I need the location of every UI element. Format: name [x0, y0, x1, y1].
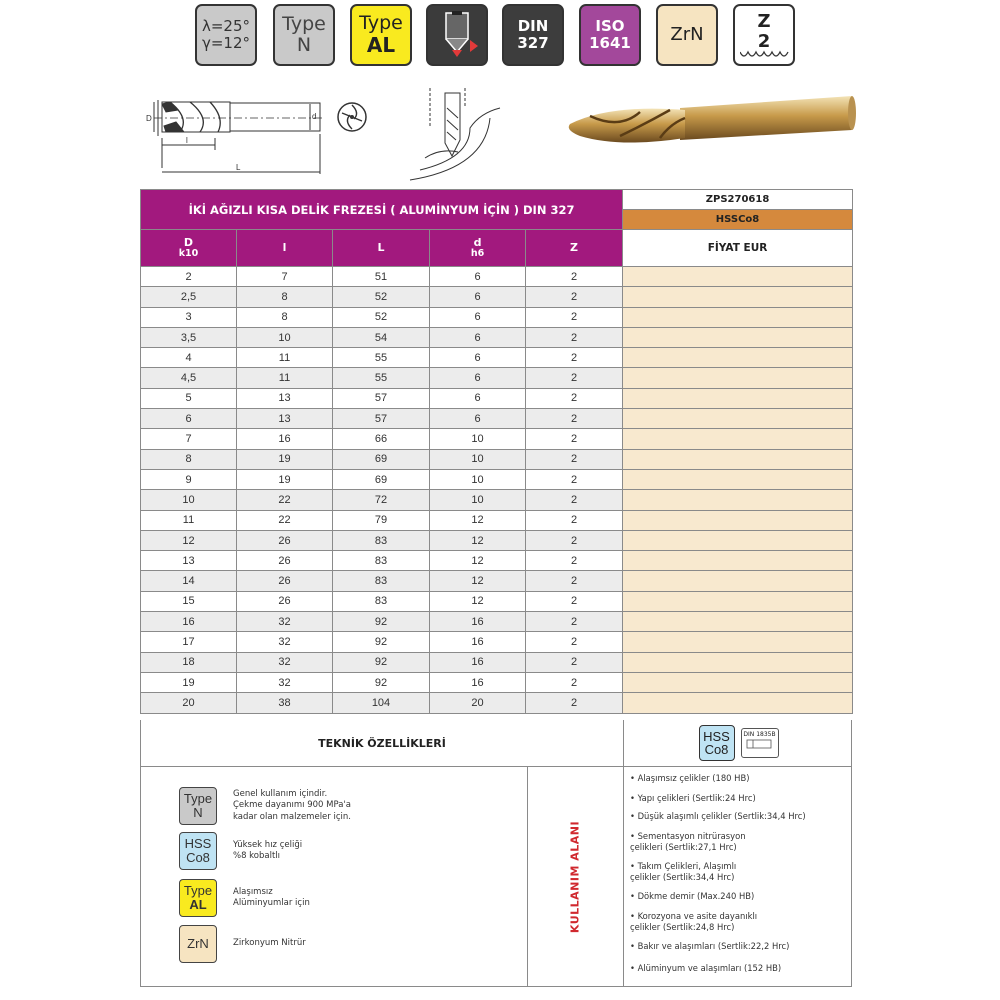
- legend-and-usage: [140, 767, 852, 987]
- table-cell: 54: [333, 327, 430, 347]
- table-cell: 6: [141, 409, 237, 429]
- table-cell: 8: [237, 307, 333, 327]
- type-al-label: Type: [359, 12, 403, 35]
- label-d: d: [312, 112, 317, 121]
- table-cell: 13: [237, 409, 333, 429]
- legend-text: Alaşımsız Alüminyumlar için: [233, 886, 310, 908]
- table-cell: 38: [237, 693, 333, 713]
- center-cutting-icon: [426, 4, 488, 66]
- table-cell: 52: [333, 287, 430, 307]
- table-cell: 92: [333, 652, 430, 672]
- table-cell: 72: [333, 490, 430, 510]
- table-row: [141, 449, 853, 469]
- table-cell: 2: [526, 368, 623, 388]
- usage-item: • Alaşımsız çelikler (180 HB): [630, 773, 750, 783]
- table-cell: 92: [333, 632, 430, 652]
- table-row: [141, 693, 853, 713]
- price-cell: [623, 652, 853, 672]
- table-cell: 20: [430, 693, 526, 713]
- table-cell: 10: [430, 429, 526, 449]
- header-L: L: [333, 230, 430, 267]
- table-row: [141, 551, 853, 571]
- table-cell: 16: [141, 612, 237, 632]
- table-cell: 2: [526, 591, 623, 611]
- price-cell: [623, 551, 853, 571]
- table-cell: 57: [333, 388, 430, 408]
- table-cell: 6: [430, 368, 526, 388]
- din-label: DIN: [517, 17, 549, 36]
- usage-item: • Bakır ve alaşımları (Sertlik:22,2 Hrc): [630, 941, 790, 951]
- technical-features-label: TEKNİK ÖZELLİKLERİ: [141, 720, 624, 766]
- table-cell: 7: [141, 429, 237, 449]
- table-cell: 8: [141, 449, 237, 469]
- header-Z: Z: [526, 230, 623, 267]
- table-cell: 18: [141, 652, 237, 672]
- table-cell: 2: [526, 693, 623, 713]
- end-mill-product-image: [569, 96, 856, 143]
- table-cell: 32: [237, 612, 333, 632]
- price-cell: [623, 571, 853, 591]
- product-table: [140, 189, 853, 714]
- table-row: [141, 469, 853, 489]
- table-cell: 26: [237, 530, 333, 550]
- price-cell: [623, 307, 853, 327]
- iso-badge: [579, 4, 641, 66]
- iso-label: ISO: [595, 17, 625, 36]
- usage-area-label: KULLANIM ALANI: [528, 767, 624, 986]
- usage-item: • Dökme demir (Max.240 HB): [630, 891, 755, 901]
- table-cell: 5: [141, 388, 237, 408]
- usage-item: • Korozyona ve asite dayanıklı çelikler (Sertlik:24,8 Hrc): [630, 911, 758, 932]
- helix-angle-badge: [195, 4, 257, 66]
- legend-item-hss: [179, 832, 383, 870]
- price-cell: [623, 672, 853, 692]
- usage-item: • Yapı çelikleri (Sertlik:24 Hrc): [630, 793, 756, 803]
- z-value: 2: [757, 31, 771, 53]
- table-row: [141, 348, 853, 368]
- table-row: [141, 409, 853, 429]
- table-row: [141, 510, 853, 530]
- type-n-icon: Type N: [179, 787, 217, 825]
- usage-item: • Sementasyon nitrürasyon çelikleri (Sertlik:27,1 Hrc): [630, 831, 746, 852]
- table-cell: 14: [141, 571, 237, 591]
- plunge-milling-sketch: [410, 88, 500, 180]
- table-cell: 26: [237, 571, 333, 591]
- table-cell: 2: [526, 307, 623, 327]
- table-cell: 6: [430, 409, 526, 429]
- table-cell: 2: [526, 672, 623, 692]
- table-row: [141, 652, 853, 672]
- table-cell: 6: [430, 267, 526, 287]
- din-1835b-shank-icon: DIN 1835B: [741, 728, 779, 758]
- table-row: [141, 267, 853, 287]
- table-cell: 52: [333, 307, 430, 327]
- table-row: [141, 287, 853, 307]
- hss-co8-icon: HSS Co8: [179, 832, 217, 870]
- table-cell: 55: [333, 368, 430, 388]
- table-cell: 2: [526, 409, 623, 429]
- legend-text: Yüksek hız çeliği %8 kobaltlı: [233, 839, 303, 861]
- table-cell: 6: [430, 287, 526, 307]
- table-cell: 66: [333, 429, 430, 449]
- table-row: [141, 429, 853, 449]
- legend-panel: [141, 767, 528, 986]
- column-header-row: [141, 230, 853, 267]
- table-cell: 22: [237, 510, 333, 530]
- usage-item: • Takım Çelikleri, Alaşımlı çelikler (Sertlik:34,4 Hrc): [630, 861, 737, 882]
- table-cell: 19: [237, 469, 333, 489]
- price-cell: [623, 267, 853, 287]
- gamma-angle: γ=12°: [201, 34, 251, 52]
- table-cell: 2: [526, 429, 623, 449]
- table-row: [141, 571, 853, 591]
- table-cell: 2: [526, 348, 623, 368]
- table-row: [141, 490, 853, 510]
- table-cell: 9: [141, 469, 237, 489]
- table-cell: 10: [430, 490, 526, 510]
- table-cell: 2: [141, 267, 237, 287]
- type-al-icon: Type AL: [179, 879, 217, 917]
- header-l: l: [237, 230, 333, 267]
- table-body: [141, 267, 853, 714]
- table-cell: 2: [526, 652, 623, 672]
- technical-icons: [624, 720, 853, 766]
- table-cell: 6: [430, 348, 526, 368]
- table-cell: 2: [526, 490, 623, 510]
- table-cell: 19: [141, 672, 237, 692]
- table-cell: 12: [141, 530, 237, 550]
- din-number: 327: [517, 34, 549, 52]
- table-cell: 22: [237, 490, 333, 510]
- material-label: HSSCo8: [623, 210, 853, 230]
- table-cell: 16: [430, 652, 526, 672]
- table-cell: 20: [141, 693, 237, 713]
- table-cell: 16: [430, 612, 526, 632]
- table-cell: 16: [237, 429, 333, 449]
- label-l: l: [186, 136, 188, 145]
- label-L: L: [236, 163, 241, 172]
- table-cell: 2,5: [141, 287, 237, 307]
- header-d: d h6: [430, 230, 526, 267]
- table-cell: 7: [237, 267, 333, 287]
- table-cell: 10: [430, 469, 526, 489]
- table-cell: 2: [526, 449, 623, 469]
- usage-list: [624, 767, 853, 986]
- table-cell: 3: [141, 307, 237, 327]
- table-cell: 2: [526, 510, 623, 530]
- table-title: İKİ AĞIZLI KISA DELİK FREZESİ ( ALUMİNYUM İÇİN ) DIN 327: [141, 190, 623, 230]
- table-cell: 2: [526, 571, 623, 591]
- table-cell: 17: [141, 632, 237, 652]
- table-cell: 4: [141, 348, 237, 368]
- table-cell: 2: [526, 551, 623, 571]
- flute-count-badge: [733, 4, 795, 66]
- table-cell: 11: [237, 348, 333, 368]
- table-row: [141, 327, 853, 347]
- price-cell: [623, 429, 853, 449]
- table-cell: 83: [333, 571, 430, 591]
- technical-features-row: [140, 720, 852, 767]
- table-cell: 26: [237, 591, 333, 611]
- tool-drawings: [140, 88, 860, 188]
- legend-item-zrn: [179, 925, 383, 963]
- table-cell: 2: [526, 632, 623, 652]
- type-n-label: Type: [282, 12, 326, 35]
- table-row: [141, 591, 853, 611]
- table-cell: 2: [526, 612, 623, 632]
- table-cell: 12: [430, 530, 526, 550]
- table-cell: 2: [526, 469, 623, 489]
- price-cell: [623, 287, 853, 307]
- table-cell: 69: [333, 469, 430, 489]
- table-cell: 8: [237, 287, 333, 307]
- table-cell: 6: [430, 327, 526, 347]
- table-cell: 12: [430, 510, 526, 530]
- price-cell: [623, 612, 853, 632]
- table-cell: 15: [141, 591, 237, 611]
- table-row: [141, 612, 853, 632]
- legend-text: Genel kullanım içindir. Çekme dayanımı 900 MPa'a kadar olan malzemeler için.: [233, 788, 351, 822]
- price-cell: [623, 409, 853, 429]
- usage-item: • Alüminyum ve alaşımları (152 HB): [630, 963, 782, 973]
- table-cell: 2: [526, 388, 623, 408]
- table-cell: 12: [430, 551, 526, 571]
- table-row: [141, 632, 853, 652]
- table-cell: 79: [333, 510, 430, 530]
- table-cell: 10: [430, 449, 526, 469]
- zrn-coating-badge: [656, 4, 718, 66]
- table-cell: 19: [237, 449, 333, 469]
- icon-badges-row: [195, 4, 795, 70]
- table-cell: 2: [526, 267, 623, 287]
- table-cell: 2: [526, 287, 623, 307]
- type-al-value: AL: [366, 33, 396, 58]
- table-cell: 32: [237, 652, 333, 672]
- table-cell: 12: [430, 591, 526, 611]
- table-cell: 104: [333, 693, 430, 713]
- label-D: D: [146, 114, 152, 123]
- table-cell: 16: [430, 632, 526, 652]
- table-row: [141, 672, 853, 692]
- price-cell: [623, 348, 853, 368]
- hss-co8-icon: HSS Co8: [699, 725, 735, 761]
- table-cell: 12: [430, 571, 526, 591]
- legend-item-type-al: [179, 879, 383, 917]
- price-cell: [623, 368, 853, 388]
- price-cell: [623, 449, 853, 469]
- price-cell: [623, 490, 853, 510]
- table-cell: 92: [333, 612, 430, 632]
- lambda-angle: λ=25°: [201, 17, 251, 36]
- table-cell: 3,5: [141, 327, 237, 347]
- price-cell: [623, 469, 853, 489]
- din-badge: [502, 4, 564, 66]
- table-cell: 11: [141, 510, 237, 530]
- table-cell: 13: [141, 551, 237, 571]
- table-cell: 4,5: [141, 368, 237, 388]
- table-cell: 10: [141, 490, 237, 510]
- product-code: ZPS270618: [623, 190, 853, 210]
- table-cell: 92: [333, 672, 430, 692]
- usage-item: • Düşük alaşımlı çelikler (Sertlik:34,4 Hrc): [630, 811, 806, 821]
- table-row: [141, 307, 853, 327]
- type-al-badge: [350, 4, 412, 66]
- table-cell: 26: [237, 551, 333, 571]
- table-cell: 16: [430, 672, 526, 692]
- table-cell: 10: [237, 327, 333, 347]
- end-view-icon: [338, 103, 366, 131]
- iso-number: 1641: [589, 34, 631, 52]
- price-cell: [623, 591, 853, 611]
- type-n-badge: [273, 4, 335, 66]
- table-cell: 2: [526, 530, 623, 550]
- table-row: [141, 388, 853, 408]
- price-cell: [623, 693, 853, 713]
- table-cell: 32: [237, 672, 333, 692]
- table-cell: 6: [430, 307, 526, 327]
- teeth-icon: [740, 48, 790, 60]
- table-cell: 2: [526, 327, 623, 347]
- price-cell: [623, 388, 853, 408]
- table-row: [141, 368, 853, 388]
- table-cell: 32: [237, 632, 333, 652]
- table-cell: 55: [333, 348, 430, 368]
- table-row: [141, 530, 853, 550]
- legend-text: Zirkonyum Nitrür: [233, 938, 306, 949]
- zrn-label: ZrN: [670, 23, 704, 45]
- zrn-icon: ZrN: [179, 925, 217, 963]
- table-cell: 57: [333, 409, 430, 429]
- z-label: Z: [757, 11, 771, 32]
- table-cell: 11: [237, 368, 333, 388]
- table-cell: 83: [333, 530, 430, 550]
- table-cell: 13: [237, 388, 333, 408]
- table-cell: 83: [333, 591, 430, 611]
- price-cell: [623, 530, 853, 550]
- table-cell: 83: [333, 551, 430, 571]
- price-cell: [623, 510, 853, 530]
- price-header: FİYAT EUR: [623, 230, 853, 267]
- table-cell: 6: [430, 388, 526, 408]
- legend-item-type-n: [179, 787, 383, 825]
- type-n-value: N: [296, 34, 312, 56]
- price-cell: [623, 632, 853, 652]
- table-cell: 69: [333, 449, 430, 469]
- table-cell: 51: [333, 267, 430, 287]
- price-cell: [623, 327, 853, 347]
- header-D: D k10: [141, 230, 237, 267]
